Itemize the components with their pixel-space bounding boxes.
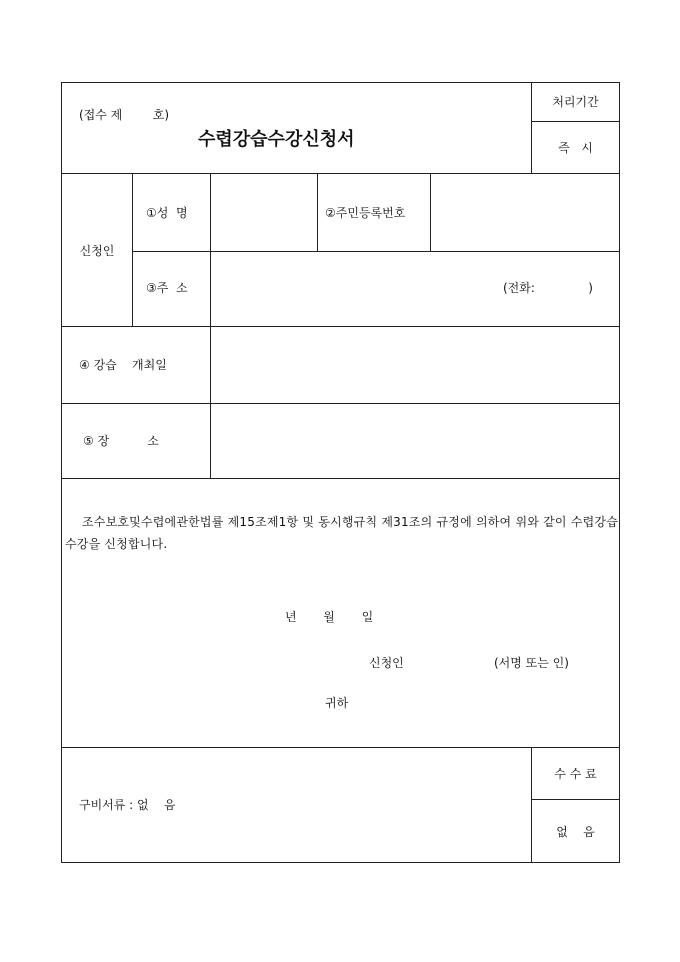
divider xyxy=(531,121,620,122)
address-label: ③주 소 xyxy=(146,281,188,295)
divider xyxy=(531,747,532,863)
recipient-label: 귀하 xyxy=(325,696,349,710)
resident-number-label: ②주민등록번호 xyxy=(325,206,406,220)
declaration-text: 조수보호및수렵에관한법률 제15조제1항 및 동시행규칙 제31조의 규정에 의하여 위와 같이 수렵강습 수강을 신청합니다. xyxy=(65,515,618,551)
divider xyxy=(132,173,133,326)
place-label: ⑤ 장 소 xyxy=(83,434,159,448)
divider xyxy=(62,403,620,404)
divider xyxy=(62,173,620,174)
divider xyxy=(430,173,431,251)
signature-hint: (서명 또는 인) xyxy=(494,656,569,670)
divider xyxy=(62,326,620,327)
application-form xyxy=(61,82,620,863)
applicant-section-label: 신청인 xyxy=(79,244,115,258)
divider xyxy=(62,747,620,748)
divider xyxy=(531,799,620,800)
processing-period-value: 즉 시 xyxy=(558,141,593,155)
page-title: 수렵강습수강신청서 xyxy=(198,129,355,150)
divider xyxy=(317,173,318,251)
signer-label: 신청인 xyxy=(369,656,404,670)
fee-value: 없 음 xyxy=(556,825,595,839)
name-label: ①성 명 xyxy=(146,206,188,220)
date-line: 년 월 일 xyxy=(285,610,374,624)
required-documents-label: 구비서류 : 없 음 xyxy=(79,798,176,812)
processing-period-label: 처리기간 xyxy=(552,95,599,109)
resident-number-field[interactable] xyxy=(437,206,613,220)
divider xyxy=(132,251,620,252)
course-date-label: ④ 강습 개최일 xyxy=(79,358,167,372)
divider xyxy=(210,173,211,478)
place-field[interactable] xyxy=(218,434,613,448)
fee-label: 수 수 료 xyxy=(554,767,597,781)
divider xyxy=(62,478,620,479)
course-date-field[interactable] xyxy=(218,358,613,372)
phone-label: (전화: ) xyxy=(503,281,593,295)
name-field[interactable] xyxy=(217,206,311,220)
receipt-number-label: (접수 제 호) xyxy=(79,108,170,122)
